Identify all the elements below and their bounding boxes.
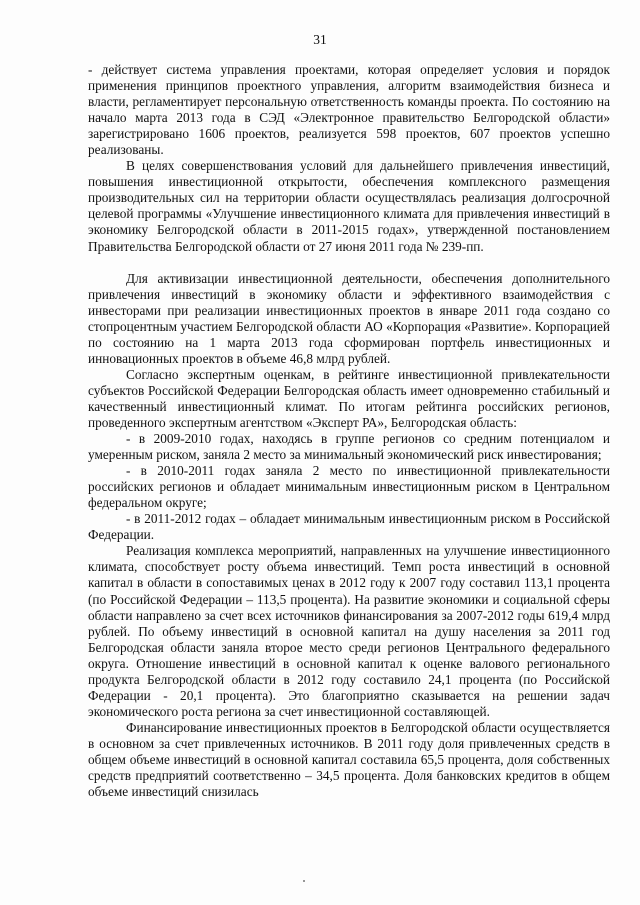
body-text: [88, 62, 610, 800]
list-item-2009-2010: - в 2009-2010 годах, находясь в группе регионов со средним потенциалом и умеренным риском, заняла 2 место за минимальный экономический риск инвестирования;: [88, 431, 610, 463]
list-item-2011-2012: - в 2011-2012 годах – обладает минимальным инвестиционным риском в Российской Федерации.: [88, 511, 610, 543]
scan-speck: [303, 880, 305, 882]
page-number: 31: [313, 32, 327, 47]
paragraph-expert-rating: Согласно экспертным оценкам, в рейтинге инвестиционной привлекательности субъектов Российской Федерации Белгородская область имеет одновременно стабильный и качественный инвестиционный климат. По итогам рейтинга российских регионов, проведенного экспертным агентством «Эксперт РА», Белгородская область:: [88, 366, 610, 430]
paragraph-investment-program: В целях совершенствования условий для дальнейшего привлечения инвестиций, повышения инвестиционной открытости, обеспечения комплексного размещения производительных сил на территории области осуществлялась реализация долгосрочной целевой программы «Улучшение инвестиционного климата для привлечения инвестиций в экономику Белгородской области в 2011-2015 годах», утвержденной постановлением Правительства Белгородской области от 27 июня 2011 года № 239-пп.: [88, 158, 610, 254]
paragraph-development-corporation: Для активизации инвестиционной деятельности, обеспечения дополнительного привлечения инвестиций в экономику области и эффективного взаимодействия с инвесторами при реализации инвестиционных проектов в январе 2011 года создано со стопроцентным участием Белгородской области АО «Корпорация «Развитие». Корпорацией по состоянию на 1 марта 2013 года сформирован портфель инвестиционных и инновационных проектов в объеме 46,8 млрд рублей.: [88, 270, 610, 366]
paragraph-investment-growth: Реализация комплекса мероприятий, направленных на улучшение инвестиционного климата, способствует росту объема инвестиций. Темп роста инвестиций в основной капитал в области в сопоставимых ценах в 2012 году к 2007 году составил 113,1 процента (по Российской Федерации – 113,5 процента). На развитие экономики и социальной сферы области направлено за счет всех источников финансирования за 2007-2012 годы 619,4 млрд рублей. По объему инвестиций в основной капитал на душу населения за 2011 год Белгородская области заняла второе место среди регионов Центрального федерального округа. Отношение инвестиций в основной капитал к оценке валового регионального продукта Белгородской области в 2012 году составило 24,1 процента (по Российской Федерации - 20,1 процента). Это благоприятно сказывается на решении задач экономического роста региона за счет инвестиционной составляющей.: [88, 543, 610, 719]
paragraph-financing-sources: Финансирование инвестиционных проектов в Белгородской области осуществляется в основном за счет привлеченных источников. В 2011 году доля привлеченных средств в общем объеме инвестиций в основной капитал составила 65,5 процента, доля собственных средств предприятий соответственно – 34,5 процента. Доля банковских кредитов в общем объеме инвестиций снизилась: [88, 719, 610, 800]
list-item-2010-2011: - в 2010-2011 годах заняла 2 место по инвестиционной привлекательности российских регионов и обладает минимальным инвестиционным риском в Центральном федеральном округе;: [88, 463, 610, 511]
paragraph-project-management: - действует система управления проектами, которая определяет условия и порядок применения принципов проектного управления, алгоритм взаимодействия бизнеса и власти, регламентирует персональную ответственность команды проекта. По состоянию на начало марта 2013 года в СЭД «Электронное правительство Белгородской области» зарегистрировано 1606 проектов, реализуется 598 проектов, 607 проектов успешно реализованы.: [88, 62, 610, 158]
